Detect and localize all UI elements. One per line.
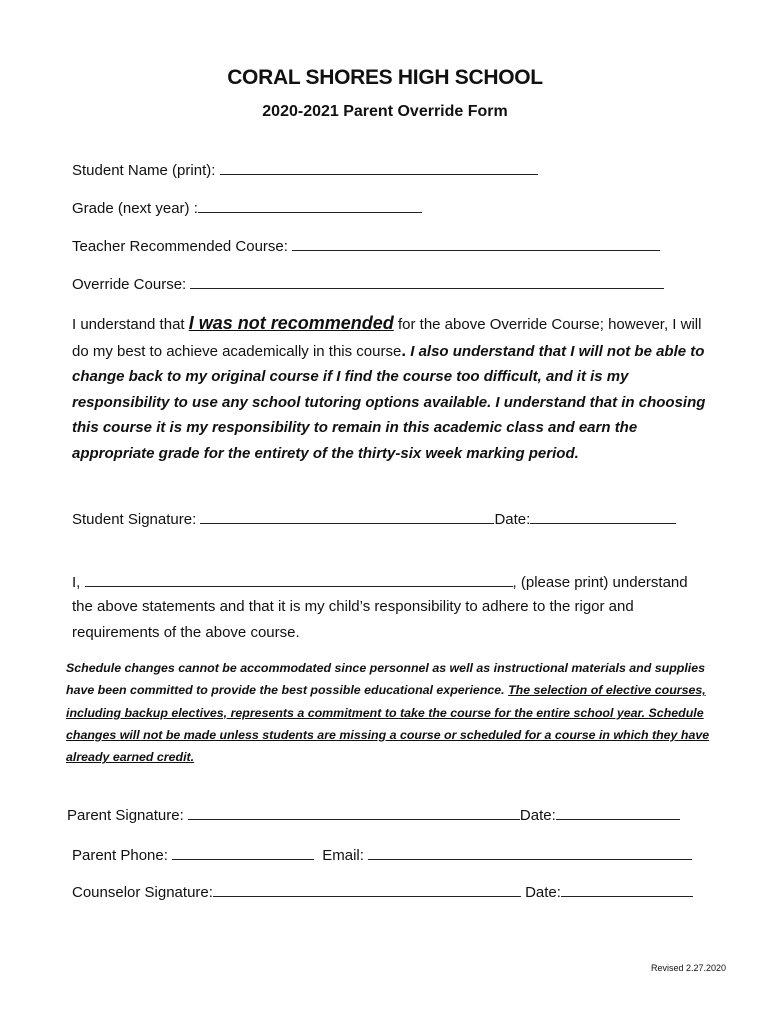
parent-statement-continuation: the above statements and that it is my child’s responsibility to adhere to the rigor and requirements of the above course. — [72, 598, 634, 641]
parent-signature-label: Parent Signature: — [67, 807, 184, 824]
student-signature-label: Student Signature: — [72, 511, 197, 528]
student-name-row — [72, 160, 538, 179]
counselor-date-label: Date: — [525, 884, 561, 901]
statement-part2: for the above Override Course; however, I will do my best to achieve academically in this course — [72, 316, 702, 360]
student-date-label: Date: — [494, 511, 531, 528]
grade-row — [72, 198, 422, 217]
notice-plain-text: Schedule changes cannot be accommodated since personnel as well as instructional materials and supplies have been committed to provide the best possible educational experience — [66, 661, 706, 698]
statement-bold-text: I also understand that I will not be able to change back to my original course if I find the course too difficult, and it is my responsibility to use any school tutoring options available. I understand that in choosing this course it is my responsibility to remain in this academic class and earn the appropriate grade for the entirety of the thirty-six week marking period. — [72, 342, 706, 462]
statement-part1: I understand that — [72, 316, 189, 333]
schedule-change-notice — [66, 657, 726, 768]
parent-signature-field[interactable] — [188, 805, 520, 820]
parent-phone-field[interactable] — [172, 845, 314, 860]
school-name: CORAL SHORES HIGH SCHOOL — [227, 66, 543, 89]
grade-label: Grade (next year) : — [72, 200, 198, 217]
form-title: 2020-2021 Parent Override Form — [262, 103, 508, 120]
grade-field[interactable] — [198, 198, 422, 213]
parent-date-field[interactable] — [556, 805, 680, 820]
not-recommended-emphasis: I was not recommended — [188, 313, 394, 333]
counselor-signature-row — [72, 882, 693, 901]
notice-underlined-text: The selection of elective courses, including backup electives, represents a commitment to take the course for the entire school year. Schedule changes will not be made unless students are missing a course or scheduled for a course in which they have already earned credit. — [66, 683, 710, 765]
teacher-course-label: Teacher Recommended Course: — [72, 238, 288, 255]
student-name-label: Student Name (print): — [72, 162, 216, 179]
student-signature-field[interactable] — [200, 509, 494, 524]
parent-print-prefix: I, — [72, 574, 81, 591]
teacher-course-field[interactable] — [292, 236, 660, 251]
override-course-field[interactable] — [190, 274, 664, 289]
counselor-date-field[interactable] — [561, 882, 693, 897]
override-course-label: Override Course: — [72, 276, 187, 293]
revision-date: Revised 2.27.2020 — [651, 963, 727, 973]
parent-signature-row — [67, 805, 680, 824]
email-label: Email: — [322, 847, 364, 864]
counselor-signature-label: Counselor Signature: — [72, 884, 213, 901]
statement-period: . — [401, 340, 407, 360]
parent-print-suffix: , (please print) understand — [512, 574, 688, 591]
notice-separator: . — [501, 683, 509, 698]
understanding-statement — [72, 311, 722, 466]
student-name-field[interactable] — [220, 160, 538, 175]
student-signature-row — [72, 509, 676, 528]
parent-date-label: Date: — [519, 807, 556, 824]
parent-print-row — [72, 572, 688, 591]
parent-contact-row — [72, 845, 692, 864]
parent-phone-label: Parent Phone: — [72, 847, 168, 864]
student-date-field[interactable] — [530, 509, 676, 524]
counselor-signature-field[interactable] — [213, 882, 521, 897]
teacher-course-row — [72, 236, 660, 255]
parent-print-name-field[interactable] — [85, 572, 513, 587]
override-course-row — [72, 274, 664, 293]
email-field[interactable] — [368, 845, 692, 860]
